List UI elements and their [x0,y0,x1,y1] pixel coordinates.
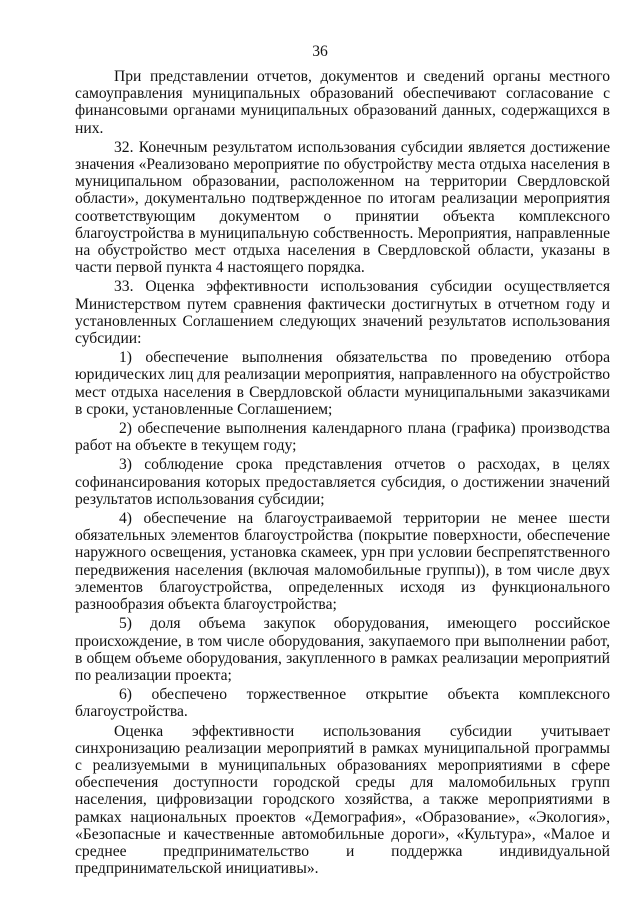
paragraph-33-efficiency-assessment: 33. Оценка эффективности использования субсидии осуществляется Министерством путем сравнения фактически достигнутых в отчетном году и установленных Соглашением следующих значений результатов использования субсидии: [75,278,610,348]
list-item-1: 1) обеспечение выполнения обязательства по проведению отбора юридических лиц для реализации мероприятия, направленного на обустройство мест отдыха населения в Свердловской области муниципальными заказчиками в сроки, установленные Соглашением; [75,349,610,418]
document-body [75,68,610,879]
list-item-6: 6) обеспечено торжественное открытие объекта комплексного благоустройства. [75,686,610,721]
paragraph-synchronization: Оценка эффективности использования субсидии учитывает синхронизацию реализации мероприятий в рамках муниципальной программы с реализуемыми в муниципальных образованиях мероприятиями в сфере обеспечения доступности городской среды для маломобильных групп населения, цифровизации городского хозяйства, а также мероприятиями в рамках национальных проектов «Демография», «Образование», «Экология», «Безопасные и качественные автомобильные дороги», «Культура», «Малое и среднее предпринимательство и поддержка индивидуальной предпринимательской инициативы». [75,722,610,878]
paragraph-reporting-agreement: При представлении отчетов, документов и сведений органы местного самоуправления муниципальных образований обеспечивают согласование с финансовыми органами муниципальных образований данных, содержащихся в них. [75,68,610,137]
page-number: 36 [312,43,328,60]
list-item-3: 3) соблюдение срока представления отчетов о расходах, в целях софинансирования которых предоставляется субсидия, о достижении значений результатов использования субсидии; [75,456,610,508]
list-item-2: 2) обеспечение выполнения календарного плана (графика) производства работ на объекте в текущем году; [75,420,610,455]
list-item-4: 4) обеспечение на благоустраиваемой территории не менее шести обязательных элементов благоустройства (покрытие поверхности, обеспечение наружного освещения, установка скамеек, урн при условии беспрепятственного передвижения населения (включая маломобильные группы)), в том числе двух элементов благоустройства, определенных исходя из функционального разнообразия объекта благоустройства; [75,510,610,614]
paragraph-32-final-result: 32. Конечным результатом использования субсидии является достижение значения «Реализовано мероприятие по обустройству места отдыха населения в муниципальном образовании, расположенном на территории Свердловской области», документально подтвержденное по итогам реализации мероприятия соответствующим документом о принятии объекта комплексного благоустройства в муниципальную собственность. Мероприятия, направленные на обустройство мест отдыха населения в Свердловской области, указаны в части первой пункта 4 настоящего порядка. [75,138,610,277]
list-item-5: 5) доля объема закупок оборудования, имеющего российское происхождение, в том числе оборудования, закупаемого при выполнении работ, в общем объеме оборудования, закупленного в рамках реализации мероприятий по реализации проекта; [75,615,610,684]
